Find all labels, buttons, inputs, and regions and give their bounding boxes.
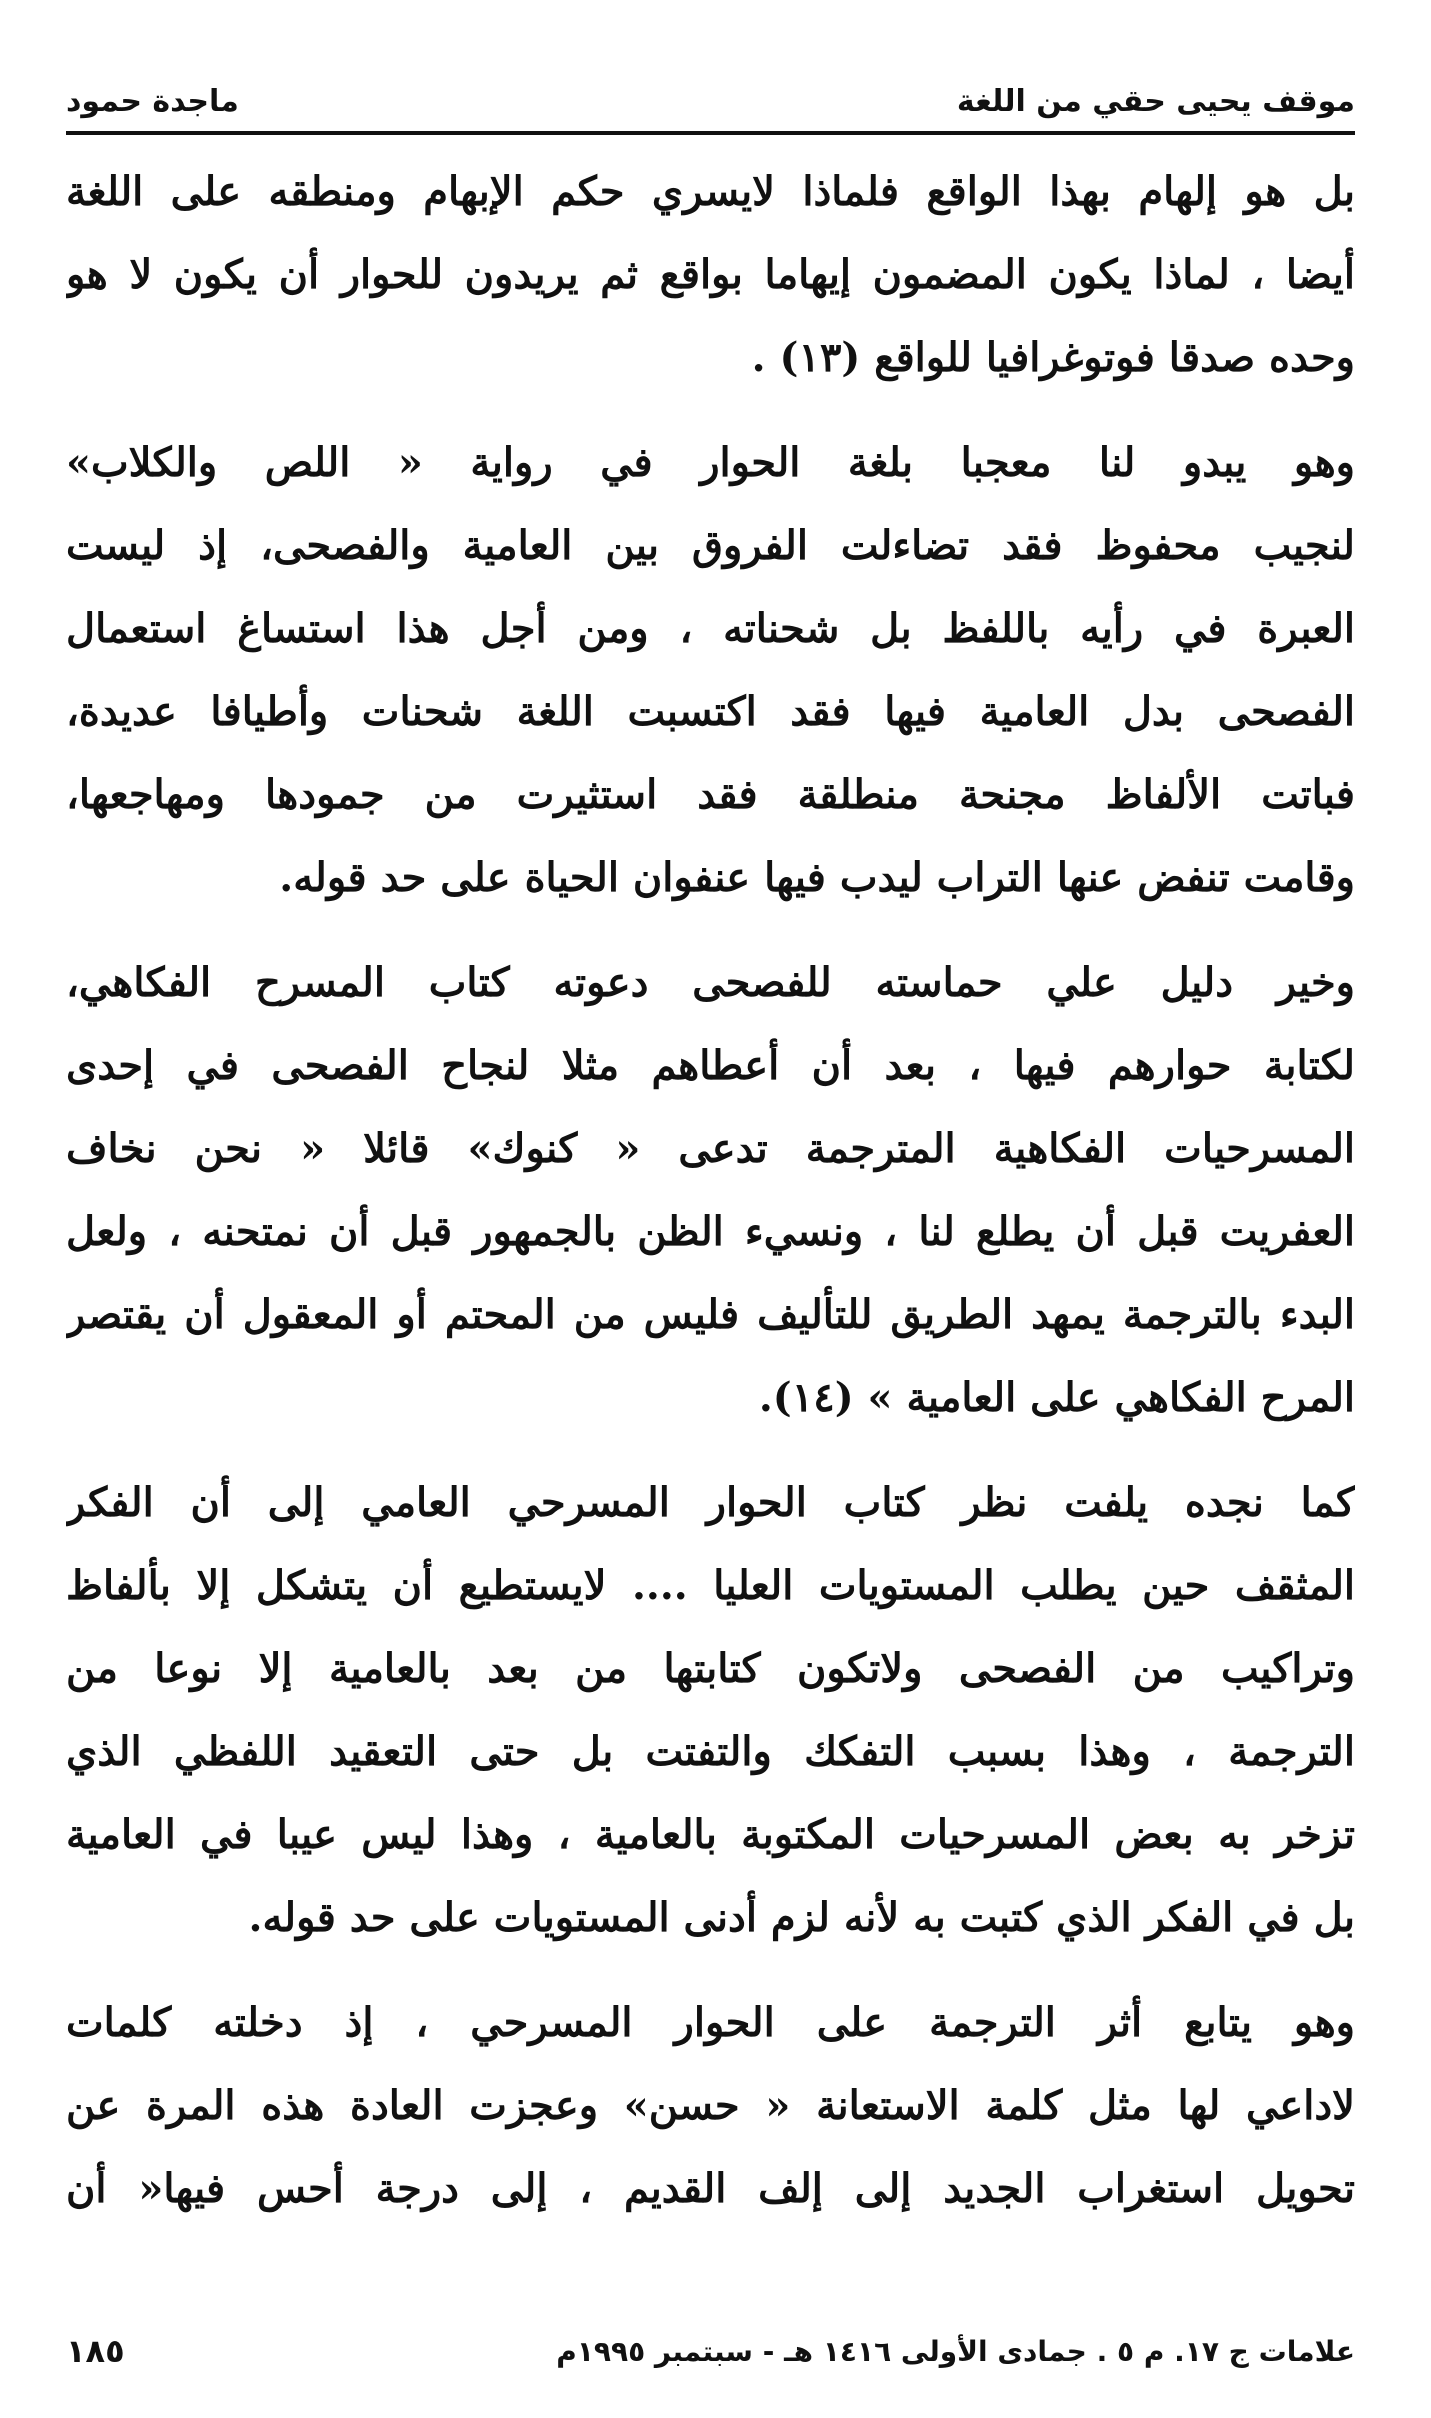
text-line: المثقف حين يطلب المستويات العليا .... لايستطيع أن يتشكل إلا بألفاظ (66, 1562, 1355, 1609)
text-line: أيضا ، لماذا يكون المضمون إيهاما بواقع ثم يريدون للحوار أن يكون لا هو (66, 251, 1355, 298)
text-line: المسرحيات الفكاهية المترجمة تدعى « كنوك» قائلا « نحن نخاف (66, 1125, 1355, 1172)
text-line: فباتت الألفاظ مجنحة منطلقة فقد استثيرت من جمودها ومهاجعها، (66, 771, 1355, 818)
text-line: تزخر به بعض المسرحيات المكتوبة بالعامية ، وهذا ليس عيبا في العامية (66, 1811, 1355, 1858)
running-header (66, 66, 1355, 122)
page-number: ١٨٥ (66, 2332, 125, 2370)
page-footer (66, 2326, 1355, 2376)
journal-info: علامات ج ١٧. م ٥ . جمادى الأولى ١٤١٦ هـ - سبتمبر ١٩٩٥م (556, 2334, 1355, 2368)
text-line: وهو يتابع أثر الترجمة على الحوار المسرحي ، إذ دخلته كلمات (66, 1999, 1355, 2046)
text-line: وتراكيب من الفصحى ولاتكون كتابتها من بعد بالعامية إلا نوعا من (66, 1645, 1355, 1692)
text-line: كما نجده يلفت نظر كتاب الحوار المسرحي العامي إلى أن الفكر (66, 1479, 1355, 1526)
text-line: العبرة في رأيه باللفظ بل شحناته ، ومن أجل هذا استساغ استعمال (66, 605, 1355, 652)
text-line: وقامت تنفض عنها التراب ليدب فيها عنفوان الحياة على حد قوله. (279, 854, 1355, 901)
paragraph-4 (66, 1461, 1355, 1959)
text-line: لاداعي لها مثل كلمة الاستعانة « حسن» وعجزت العادة هذه المرة عن (66, 2082, 1355, 2129)
header-rule (66, 131, 1355, 135)
text-line: العفريت قبل أن يطلع لنا ، ونسيء الظن بالجمهور قبل أن نمتحنه ، ولعل (66, 1208, 1355, 1255)
paragraph-1 (66, 150, 1355, 399)
text-line: تحويل استغراب الجديد إلى إلف القديم ، إلى درجة أحس فيها« أن (66, 2165, 1355, 2212)
text-line: وحده صدقا فوتوغرافيا للواقع (١٣) . (751, 334, 1355, 381)
running-author: ماجدة حمود (66, 84, 239, 119)
text-line: البدء بالترجمة يمهد الطريق للتأليف فليس من المحتم أو المعقول أن يقتصر (66, 1291, 1355, 1338)
text-line: المرح الفكاهي على العامية » (١٤). (758, 1374, 1355, 1421)
running-title: موقف يحيى حقي من اللغة (956, 84, 1355, 119)
text-line: لنجيب محفوظ فقد تضاءلت الفروق بين العامية والفصحى، إذ ليست (66, 522, 1355, 569)
paragraph-3 (66, 941, 1355, 1439)
text-line: الفصحى بدل العامية فيها فقد اكتسبت اللغة شحنات وأطيافا عديدة، (66, 688, 1355, 735)
text-line: لكتابة حوارهم فيها ، بعد أن أعطاهم مثلا لنجاح الفصحى في إحدى (66, 1042, 1355, 1089)
text-line: بل في الفكر الذي كتبت به لأنه لزم أدنى المستويات على حد قوله. (248, 1894, 1355, 1941)
text-line: وخير دليل علي حماسته للفصحى دعوته كتاب المسرح الفكاهي، (66, 959, 1355, 1006)
text-line: وهو يبدو لنا معجبا بلغة الحوار في رواية « اللص والكلاب» (66, 439, 1355, 486)
text-line: بل هو إلهام بهذا الواقع فلماذا لايسري حكم الإبهام ومنطقه على اللغة (66, 168, 1355, 215)
paragraph-5 (66, 1981, 1355, 2230)
body-text (66, 150, 1355, 2252)
paragraph-2 (66, 421, 1355, 919)
text-line: الترجمة ، وهذا بسبب التفكك والتفتت بل حتى التعقيد اللفظي الذي (66, 1728, 1355, 1775)
